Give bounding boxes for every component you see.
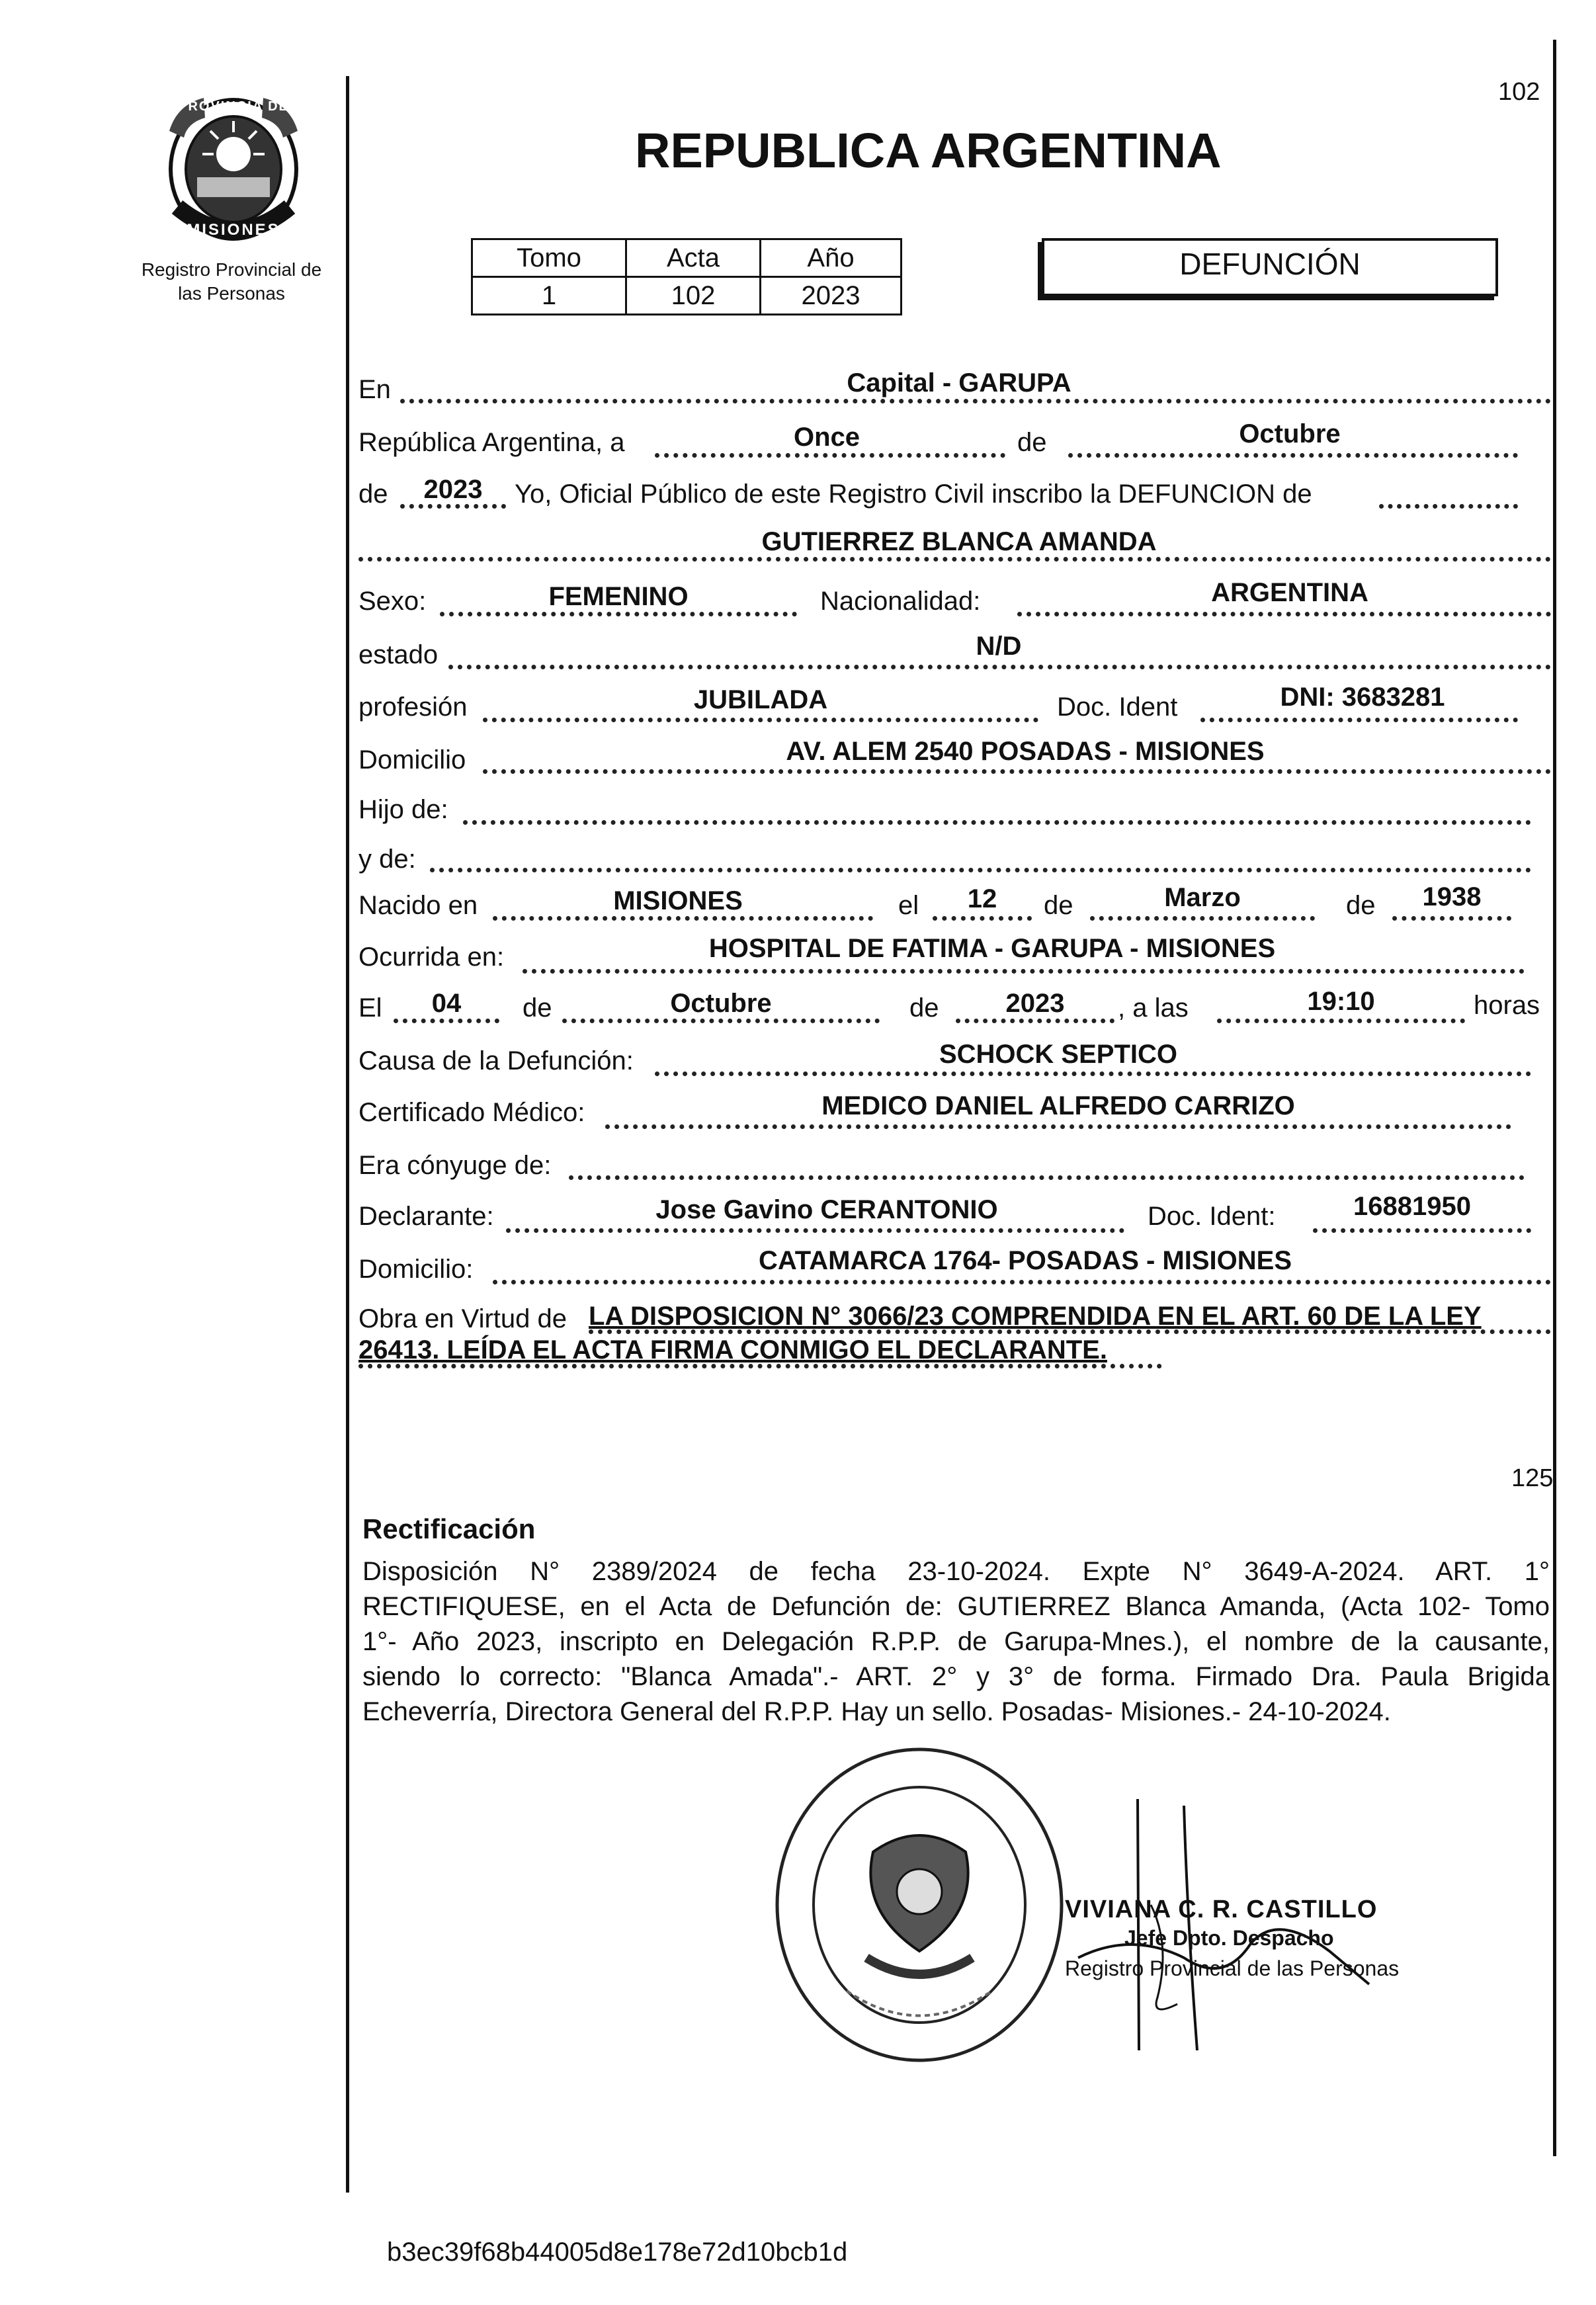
certificado-value: MEDICO DANIEL ALFREDO CARRIZO: [821, 1091, 1295, 1120]
dotted-line: [562, 1019, 880, 1023]
profesion-label: profesión: [358, 692, 468, 722]
dotted-line: [1313, 1228, 1531, 1233]
anio-header: Año: [761, 239, 902, 277]
en-label: En: [358, 375, 391, 404]
birthplace-value: MISIONES: [613, 886, 743, 915]
declarante-doc-label: Doc. Ident:: [1148, 1202, 1276, 1231]
dotted-line: [1392, 916, 1511, 921]
document-type-label: DEFUNCIÓN: [1179, 247, 1361, 281]
dotted-line: [493, 1280, 1551, 1284]
official-seal-stamp: [767, 1739, 1071, 2070]
record-number-table: [471, 238, 902, 315]
rectificacion-line: siendo lo correcto: "Blanca Amada".- ART. 2° y 3° de forma. Firmado Dra. Paula Brigida: [362, 1662, 1550, 1691]
el-label: el: [898, 891, 919, 920]
registry-name-line2: las Personas: [178, 283, 285, 304]
dotted-line: [1200, 718, 1518, 722]
rectificacion-heading: Rectificación: [362, 1513, 536, 1544]
domicilio-value: AV. ALEM 2540 POSADAS - MISIONES: [786, 737, 1265, 766]
doc-ident-label: Doc. Ident: [1057, 692, 1178, 722]
tomo-header: Tomo: [472, 239, 626, 277]
hijo-de-label: Hijo de:: [358, 795, 448, 824]
dotted-line: [589, 1329, 1551, 1334]
causa-label: Causa de la Defunción:: [358, 1046, 634, 1075]
dotted-line: [1379, 504, 1518, 509]
birth-de-label: de: [1346, 891, 1376, 920]
dotted-line: [440, 612, 797, 616]
nacido-en-label: Nacido en: [358, 891, 478, 920]
death-place-value: HOSPITAL DE FATIMA - GARUPA - MISIONES: [708, 934, 1276, 963]
document-hash: b3ec39f68b44005d8e178e72d10bcb1d: [387, 2238, 848, 2267]
registration-month-value: Octubre: [1239, 419, 1341, 448]
handwritten-signature: [1052, 1786, 1396, 2064]
birth-month-value: Marzo: [1164, 883, 1241, 912]
acta-value: 102: [626, 277, 761, 315]
left-margin-rule: [346, 76, 349, 2193]
declarante-domicilio-value: CATAMARCA 1764- POSADAS - MISIONES: [758, 1246, 1292, 1275]
sexo-value: FEMENINO: [548, 582, 689, 611]
declarante-domicilio-label: Domicilio:: [358, 1255, 474, 1284]
registry-name-line1: Registro Provincial de: [141, 259, 322, 280]
death-time-value: 19:10: [1307, 987, 1375, 1016]
dotted-line: [569, 1175, 1525, 1180]
record-table-value-row: [472, 277, 902, 315]
dotted-line: [448, 665, 1551, 669]
record-table-header-row: [472, 239, 902, 277]
de-label: de: [1017, 428, 1047, 457]
dotted-line: [394, 1019, 499, 1023]
signatory-name: VIVIANA C. R. CASTILLO: [1065, 1896, 1378, 1923]
logo-bottom-text: MISIONES: [187, 221, 280, 239]
dotted-line: [956, 1019, 1114, 1023]
dotted-line: [483, 769, 1551, 774]
rectificacion-line: RECTIFIQUESE, en el Acta de Defunción de: GUTIERREZ Blanca Amanda, (Acta 102- Tomo: [362, 1592, 1550, 1621]
right-margin-rule: [1553, 40, 1556, 2156]
dotted-line: [523, 969, 1525, 974]
estado-label: estado: [358, 640, 439, 669]
dotted-line: [655, 453, 1005, 458]
dotted-line: [358, 557, 1551, 562]
rectificacion-last-line: Echeverría, Directora General del R.P.P. Hay un sello. Posadas- Misiones.- 24-10-2024.: [362, 1697, 1391, 1726]
dotted-line: [1090, 916, 1315, 921]
certificado-label: Certificado Médico:: [358, 1098, 585, 1127]
dotted-line: [605, 1124, 1511, 1129]
dotted-line: [483, 718, 1038, 722]
horas-label: horas: [1474, 991, 1540, 1020]
anio-value: 2023: [761, 277, 902, 315]
profesion-value: JUBILADA: [693, 685, 828, 714]
obra-value-line1: LA DISPOSICION N° 3066/23 COMPRENDIDA EN EL ART. 60 DE LA LEY: [589, 1302, 1482, 1331]
dotted-line: [430, 868, 1531, 872]
logo-top-text: PROVINCIA DE: [178, 99, 289, 114]
sexo-label: Sexo:: [358, 587, 427, 616]
rectificacion-line: 1°- Año 2023, inscripto en Delegación R.P.P. de Garupa-Mnes.), el nombre de la causante,: [362, 1627, 1550, 1656]
dotted-line: [1017, 612, 1551, 616]
doc-ident-value: DNI: 3683281: [1280, 683, 1445, 712]
dotted-line: [1068, 453, 1518, 458]
conyuge-label: Era cónyuge de:: [358, 1151, 552, 1180]
republica-label: República Argentina, a: [358, 428, 625, 457]
dotted-line: [655, 1071, 1531, 1076]
declarante-label: Declarante:: [358, 1202, 494, 1231]
dotted-line: [933, 916, 1032, 921]
el-label: El: [358, 993, 382, 1023]
nacionalidad-label: Nacionalidad:: [820, 587, 981, 616]
causa-value: SCHOCK SEPTICO: [939, 1040, 1178, 1069]
registration-day-value: Once: [793, 423, 861, 452]
declarante-doc-value: 16881950: [1353, 1192, 1471, 1221]
death-de-label: de: [909, 993, 939, 1023]
dotted-line: [493, 916, 873, 921]
birth-de-label: de: [1044, 891, 1073, 920]
estado-value: N/D: [976, 632, 1022, 661]
registration-statement: Yo, Oficial Público de este Registro Civil inscribo la DEFUNCION de: [515, 480, 1312, 509]
dotted-line: [358, 1364, 1162, 1368]
dotted-line: [400, 399, 1551, 403]
rectificacion-line: Disposición N° 2389/2024 de fecha 23-10-2024. Expte N° 3649-A-2024. ART. 1°: [362, 1557, 1550, 1586]
secondary-page-number: 125: [1511, 1464, 1554, 1492]
page-number: 102: [1498, 78, 1540, 106]
signatory-office: Registro Provincial de las Personas: [1065, 1956, 1400, 1980]
year-prefix-label: de: [358, 480, 388, 509]
page-title: REPUBLICA ARGENTINA: [635, 123, 1222, 178]
dotted-line: [1217, 1019, 1465, 1023]
registration-year-value: 2023: [423, 475, 483, 504]
place-value: Capital - GARUPA: [847, 368, 1071, 398]
nacionalidad-value: ARGENTINA: [1211, 578, 1368, 607]
a-las-label: , a las: [1118, 993, 1189, 1023]
obra-label: Obra en Virtud de: [358, 1304, 567, 1333]
declarante-value: Jose Gavino CERANTONIO: [655, 1195, 998, 1224]
obra-value-line2: 26413. LEÍDA EL ACTA FIRMA CONMIGO EL DECLARANTE.: [358, 1335, 1107, 1364]
birth-day-value: 12: [967, 884, 997, 913]
dotted-line: [463, 820, 1531, 825]
death-year-value: 2023: [1005, 989, 1065, 1018]
acta-header: Acta: [626, 239, 761, 277]
birth-year-value: 1938: [1422, 882, 1482, 911]
domicilio-label: Domicilio: [358, 745, 466, 775]
y-de-label: y de:: [358, 845, 416, 874]
tomo-value: 1: [472, 277, 626, 315]
death-day-value: 04: [431, 989, 462, 1018]
death-de-label: de: [523, 993, 552, 1023]
death-month-value: Octubre: [670, 989, 772, 1018]
signatory-title: Jefe Dpto. Despacho: [1124, 1926, 1334, 1950]
deceased-name-value: GUTIERREZ BLANCA AMANDA: [761, 527, 1157, 556]
dotted-line: [506, 1228, 1124, 1233]
ocurrida-label: Ocurrida en:: [358, 943, 505, 972]
